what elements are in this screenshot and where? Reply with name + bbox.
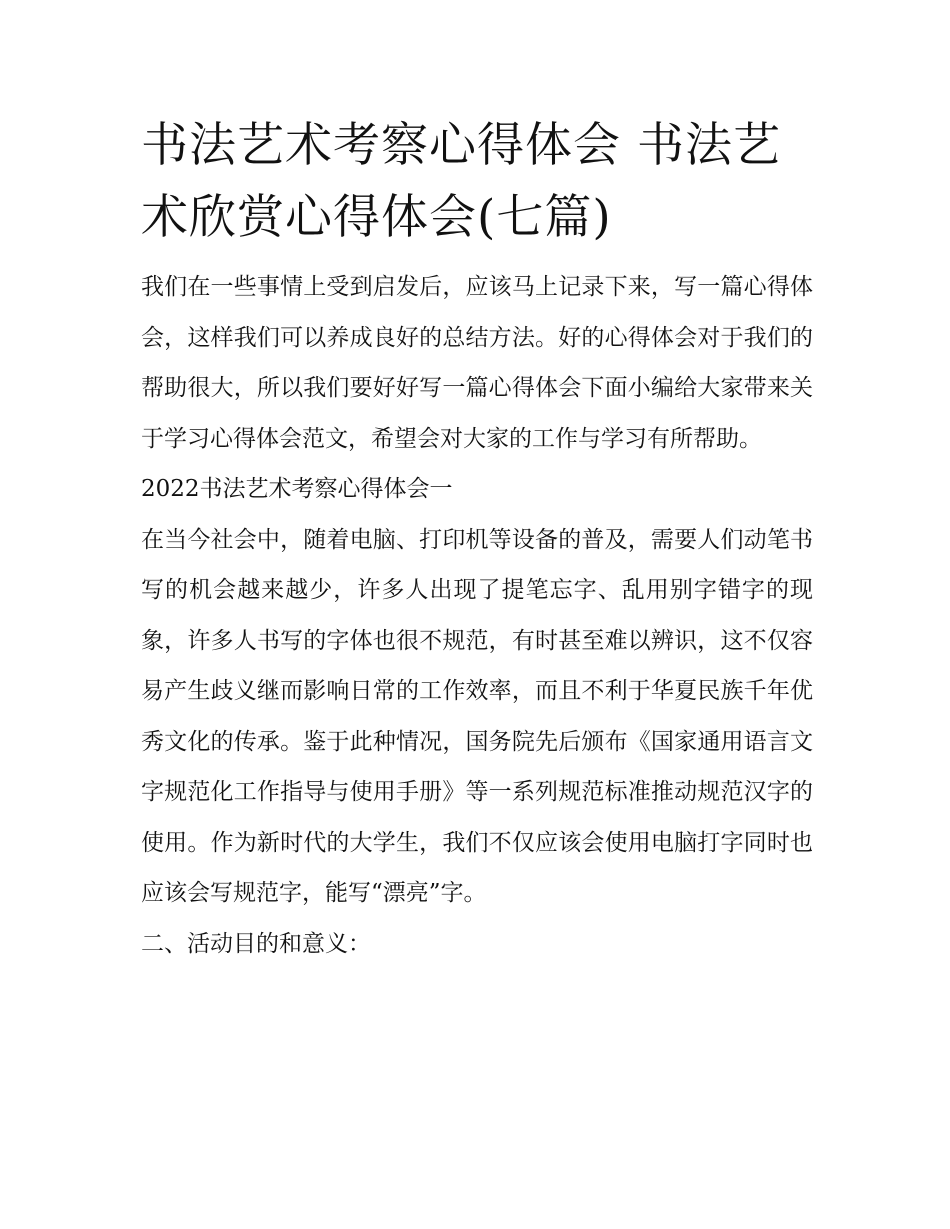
section-heading: 2022书法艺术考察心得体会一: [141, 476, 453, 502]
document-page: [141, 110, 813, 969]
body-paragraph: 在当今社会中，随着电脑、打印机等设备的普及，需要人们动笔书写的机会越来越少，许多人出现了提笔忘字、乱用别字错字的现象，许多人书写的字体也很不规范，有时甚至难以辨识，这不仅容易产生歧义继而影响日常的工作效率，而且不利于华夏民族千年优秀文化的传承。鉴于此种情况，国务院先后颁布《国家通用语言文字规范化工作指导与使用手册》等一系列规范标准推动规范汉字的使用。作为新时代的大学生，我们不仅应该会使用电脑打字同时也应该会写规范字，能写“漂亮”字。: [141, 526, 813, 906]
document-title: 书法艺术考察心得体会 书法艺术欣赏心得体会(七篇): [141, 118, 781, 245]
subheading: 二、活动目的和意义：: [141, 930, 371, 957]
intro-paragraph: 我们在一些事情上受到启发后，应该马上记录下来，写一篇心得体会，这样我们可以养成良好的总结方法。好的心得体会对于我们的帮助很大，所以我们要好好写一篇心得体会下面小编给大家带来关于学习心得体会范文，希望会对大家的工作与学习有所帮助。: [141, 274, 813, 452]
